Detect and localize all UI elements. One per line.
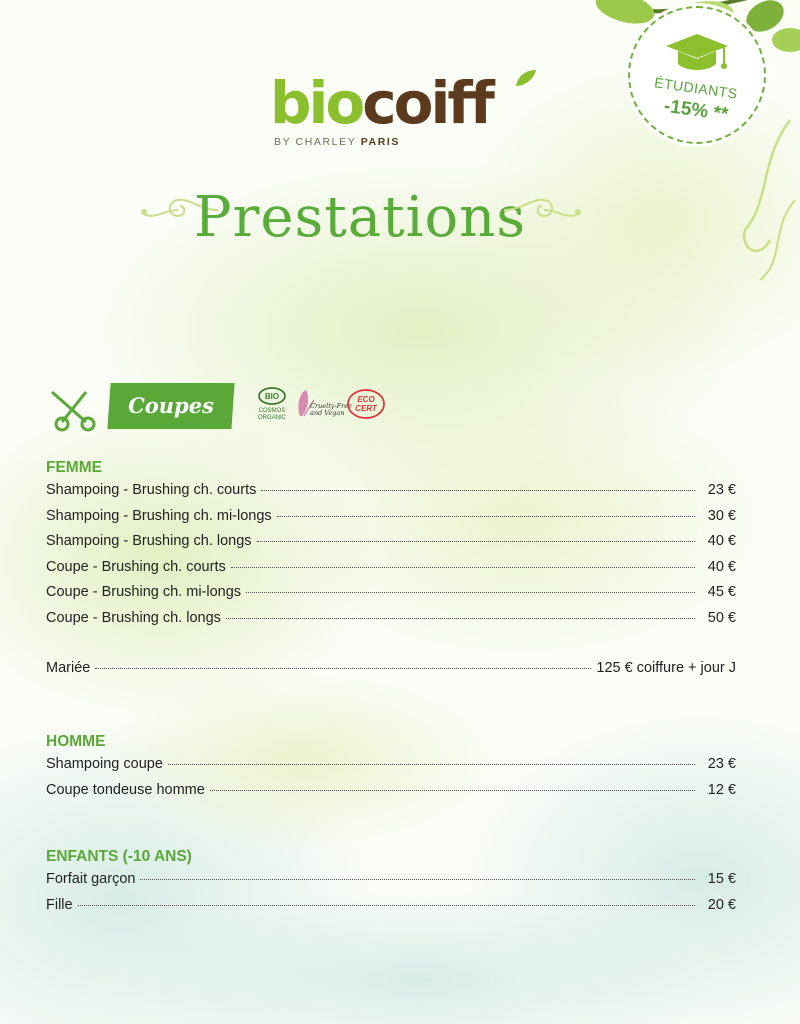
svg-text:and Vegan: and Vegan — [310, 409, 345, 417]
badge-label: ÉTUDIANTS — [653, 74, 739, 102]
page-title: Prestations — [193, 185, 527, 250]
logo-tagline: BY CHARLEY PARIS — [274, 136, 400, 148]
badge-discount: -15% ** — [662, 95, 730, 126]
svg-text:Cruelty-Free: Cruelty-Free — [310, 402, 352, 410]
price-row: Coupe - Brushing ch. longs 50 € — [46, 609, 736, 626]
category-heading: ENFANTS (-10 ANS) — [46, 848, 192, 865]
svg-text:COSMOS: COSMOS — [258, 408, 286, 414]
menu-mariee — [46, 660, 736, 686]
price-row: Fille 20 € — [46, 896, 736, 913]
scissors-icon — [48, 388, 98, 432]
menu-femme — [46, 457, 736, 635]
page-title-block — [140, 180, 580, 260]
svg-text:ORGANIC: ORGANIC — [257, 415, 287, 421]
category-heading: HOMME — [46, 733, 106, 750]
brand-logo — [270, 68, 540, 158]
svg-text:BIO: BIO — [264, 392, 280, 401]
price-row: Forfait garçon 15 € — [46, 871, 736, 887]
price-row: Shampoing coupe 23 € — [46, 756, 736, 772]
category-heading: FEMME — [46, 459, 102, 476]
price-row: Coupe - Brushing ch. mi-longs 45 € — [46, 584, 736, 600]
svg-text:CERT: CERT — [355, 404, 377, 413]
svg-text:ECO: ECO — [357, 395, 375, 404]
right-flourish-ornament — [502, 190, 582, 230]
price-row: Shampoing - Brushing ch. courts 23 € — [46, 482, 736, 498]
ecocert-logo — [346, 388, 386, 420]
student-discount-badge — [628, 6, 768, 146]
price-row: Shampoing - Brushing ch. longs 40 € — [46, 533, 736, 549]
menu-enfants — [46, 846, 736, 922]
leaf-icon — [514, 68, 538, 88]
price-row: Mariée 125 € coiffure + jour J — [46, 660, 736, 676]
bio-cosmos-organic-logo — [254, 386, 290, 422]
price-row: Coupe - Brushing ch. courts 40 € — [46, 558, 736, 575]
logo-wordmark: biocoiff — [270, 69, 492, 137]
menu-homme — [46, 731, 736, 807]
section-title: Coupes — [128, 393, 214, 418]
cruelty-free-vegan-logo — [294, 386, 352, 422]
price-row: Shampoing - Brushing ch. mi-longs 30 € — [46, 507, 736, 524]
price-row: Coupe tondeuse homme 12 € — [46, 781, 736, 798]
graduation-cap-icon — [664, 32, 730, 74]
